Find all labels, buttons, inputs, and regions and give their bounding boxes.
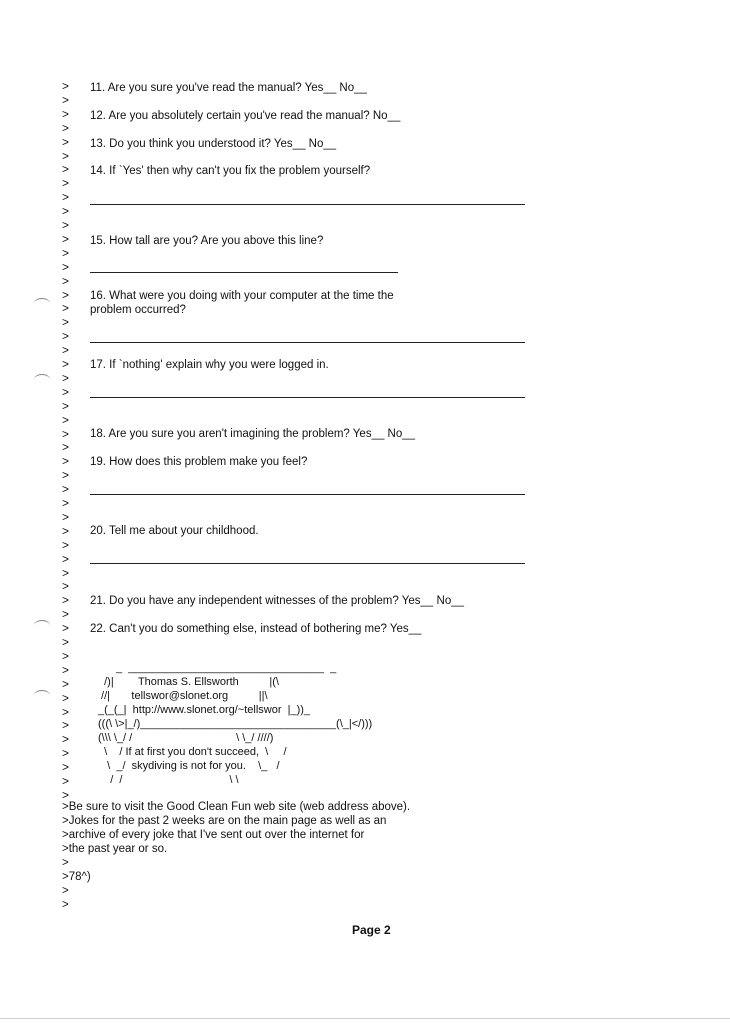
- signature-line: /)| Thomas S. Ellsworth |(\: [98, 676, 279, 688]
- signature-line: (\\\ \_/ / \ \_/ ////): [98, 732, 274, 744]
- quote-marker: >: [62, 148, 70, 163]
- quote-marker: >: [62, 120, 70, 135]
- question-21: 21. Do you have any independent witnesses of the problem? Yes__ No__: [90, 595, 465, 607]
- quote-marker: >: [62, 593, 70, 608]
- quote-marker: >: [62, 370, 70, 385]
- quote-marker: >: [62, 92, 70, 107]
- question-18: 18. Are you sure you aren't imagining the problem? Yes__ No__: [90, 428, 416, 440]
- quote-marker: >: [62, 690, 70, 705]
- question-16-line2: problem occurred?: [90, 304, 186, 316]
- footer-line: >the past year or so.: [62, 843, 168, 855]
- quote-marker: >: [62, 301, 70, 316]
- quote-marker: >: [62, 273, 70, 288]
- quote-marker: >: [62, 496, 70, 510]
- quote-marker: >: [62, 704, 70, 719]
- quote-marker: >: [62, 231, 70, 246]
- ascii-signature: [98, 662, 398, 788]
- question-16-line1: 16. What were you doing with your computer at the time the: [90, 290, 394, 302]
- quote-marker: >: [62, 343, 70, 358]
- quote-marker: >: [62, 426, 70, 441]
- quote-marker: >: [62, 732, 70, 747]
- quote-marker: >: [62, 412, 70, 427]
- footer-line: >archive of every joke that I've sent out over the internet for: [62, 829, 365, 841]
- footer-line: >Be sure to visit the Good Clean Fun web site (web address above).: [62, 801, 411, 813]
- question-17: 17. If `nothing' explain why you were logged in.: [90, 359, 329, 371]
- quote-marker: >: [62, 162, 70, 177]
- quote-marker: >: [62, 676, 70, 691]
- quote-marker: >: [62, 509, 70, 524]
- quote-marker: >: [62, 245, 70, 260]
- quote-marker: >: [62, 329, 70, 344]
- signature-line: _(_(_| http://www.slonet.org/~tellswor |_))_: [98, 704, 311, 716]
- quote-marker: >: [62, 176, 70, 191]
- answer-line-20: [90, 563, 525, 564]
- quote-marker: >: [62, 468, 70, 483]
- quote-marker: >: [62, 398, 70, 413]
- footer-text: [62, 800, 410, 912]
- answer-line-17: [90, 397, 525, 398]
- quote-marker: >: [62, 134, 70, 149]
- quote-marker: >: [62, 787, 70, 802]
- quote-marker: >: [62, 440, 70, 455]
- answer-line-16: [90, 342, 525, 343]
- quote-marker: >: [62, 106, 70, 121]
- footer-line: >: [62, 857, 69, 869]
- answer-line-19: [90, 494, 525, 495]
- question-15: 15. How tall are you? Are you above this line?: [90, 235, 324, 247]
- question-20: 20. Tell me about your childhood.: [90, 525, 259, 537]
- quote-marker: >: [62, 482, 70, 497]
- quote-marker: >: [62, 204, 70, 219]
- signature-line: _ ________________________________ _: [116, 662, 337, 674]
- quote-marker: >: [62, 648, 70, 663]
- quote-marker: >: [62, 454, 70, 469]
- quote-marker: >: [62, 259, 70, 274]
- quote-marker: >: [62, 774, 70, 788]
- paper-edge-mark: [34, 298, 50, 309]
- signature-line: \ _/ skydiving is not for you. \_ /: [98, 760, 280, 772]
- paper-bottom-edge: [0, 1018, 730, 1019]
- quote-marker: >: [62, 357, 70, 371]
- footer-line: >: [62, 899, 69, 911]
- quote-marker: >: [62, 718, 70, 733]
- question-14: 14. If `Yes' then why can't you fix the problem yourself?: [90, 165, 371, 177]
- question-11: 11. Are you sure you've read the manual? Yes__ No__: [90, 82, 367, 94]
- signature-line: //| tellswor@slonet.org ||\: [98, 690, 268, 702]
- question-19: 19. How does this problem make you feel?: [90, 456, 308, 468]
- quote-marker: >: [62, 579, 70, 594]
- quote-marker: >: [62, 79, 70, 93]
- page-number: Page 2: [352, 923, 391, 937]
- quote-marker: >: [62, 760, 70, 775]
- quote-marker: >: [62, 621, 70, 636]
- signature-line: \ / If at first you don't succeed, \ /: [98, 746, 287, 758]
- signature-line: (((\ \>|_/)________________________________(\_|</))): [98, 718, 373, 730]
- question-12: 12. Are you absolutely certain you've read the manual? No__: [90, 110, 401, 122]
- paper-edge-mark: [34, 374, 50, 385]
- paper-edge-mark: [34, 690, 50, 701]
- footer-line: >: [62, 885, 69, 897]
- question-13: 13. Do you think you understood it? Yes__ No__: [90, 138, 337, 150]
- quote-marker: >: [62, 218, 70, 232]
- quote-marker: >: [62, 190, 70, 205]
- question-22: 22. Can't you do something else, instead of bothering me? Yes__: [90, 623, 422, 635]
- quote-marker: >: [62, 523, 70, 538]
- quote-marker: >: [62, 287, 70, 302]
- signature-line: / / \ \: [98, 774, 239, 786]
- quote-marker: >: [62, 551, 70, 566]
- quote-marker: >: [62, 662, 70, 677]
- quote-marker: >: [62, 565, 70, 580]
- footer-line: >78^): [62, 871, 91, 883]
- quote-marker: >: [62, 384, 70, 399]
- quote-marker: >: [62, 635, 70, 649]
- quote-marker: >: [62, 607, 70, 622]
- answer-line-14: [90, 204, 525, 205]
- quote-marker: >: [62, 746, 70, 761]
- height-line-15: [90, 272, 398, 273]
- quote-marker: >: [62, 537, 70, 552]
- paper-edge-mark: [34, 620, 50, 631]
- footer-line: >Jokes for the past 2 weeks are on the main page as well as an: [62, 815, 387, 827]
- quote-marker: >: [62, 315, 70, 330]
